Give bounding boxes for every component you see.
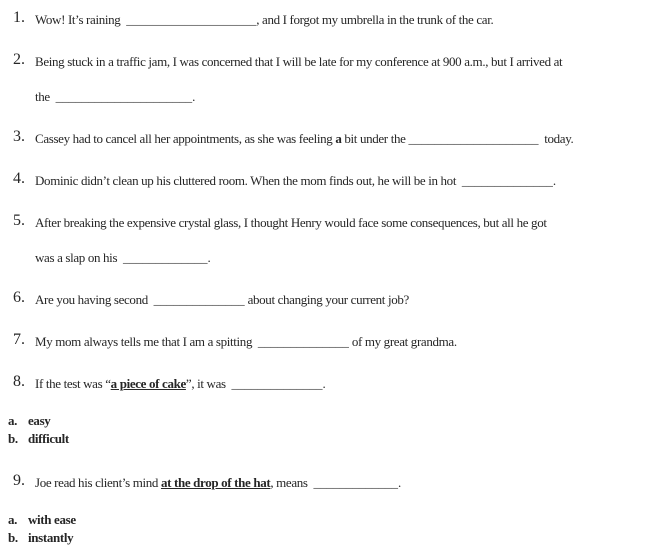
option-text: easy [28, 413, 51, 428]
answer-blank: _____________ [313, 475, 398, 490]
question-9 [0, 448, 672, 547]
text-segment: If the test was “ [35, 376, 111, 391]
question-line [0, 472, 672, 490]
text-segment: , means [270, 475, 314, 490]
question-6 [0, 265, 672, 307]
text-segment: Wow! It’s raining [35, 12, 127, 27]
question-number: 6. [13, 289, 25, 306]
text-segment: today. [538, 131, 574, 146]
options-list [0, 412, 672, 448]
text-segment: of my great grandma. [348, 334, 457, 349]
question-number: 2. [13, 51, 25, 68]
answer-blank: ______________ [257, 334, 349, 349]
text-segment: bit under the [341, 131, 409, 146]
question-number: 1. [13, 9, 25, 26]
option-text: difficult [28, 431, 69, 446]
question-number: 7. [13, 331, 25, 348]
answer-blank: _____________ [122, 250, 208, 265]
question-number: 5. [13, 212, 25, 229]
option-a [8, 511, 672, 529]
question-text [35, 376, 325, 391]
question-line [0, 9, 672, 27]
text-segment: . [207, 250, 211, 265]
answer-blank: ____________________ [408, 131, 539, 146]
option-label: b. [8, 530, 18, 545]
answer-blank: ____________________ [126, 12, 257, 27]
question-line [0, 250, 672, 265]
question-4 [0, 146, 672, 188]
text-segment: After breaking the expensive crystal glass, I thought Henry would face some consequences, but all he got [35, 215, 547, 230]
options-list [0, 511, 672, 547]
text-segment: the [35, 89, 56, 104]
option-b [8, 430, 672, 448]
text-segment: Are you having second [35, 292, 154, 307]
option-a [8, 412, 672, 430]
option-text: instantly [28, 530, 74, 545]
question-number: 3. [13, 128, 25, 145]
text-segment: a [335, 131, 342, 146]
question-text [35, 334, 457, 349]
text-segment: at the drop of the hat [160, 475, 271, 490]
text-segment: . [397, 475, 401, 490]
text-segment: was a slap on his [35, 250, 123, 265]
text-segment: My mom always tells me that I am a spitting [35, 334, 258, 349]
text-segment: ”, it was [185, 376, 232, 391]
question-text [35, 250, 210, 265]
question-number: 8. [13, 373, 25, 390]
question-line [0, 51, 672, 69]
text-segment: . [322, 376, 326, 391]
question-3 [0, 104, 672, 146]
text-segment: about changing your current job? [244, 292, 409, 307]
question-line [0, 170, 672, 188]
question-text [35, 475, 401, 490]
option-label: a. [8, 512, 18, 527]
question-line [0, 373, 672, 391]
option-label: a. [8, 413, 18, 428]
text-segment: Joe read his client’s mind [35, 475, 161, 490]
question-7 [0, 307, 672, 349]
answer-blank: ______________ [153, 292, 245, 307]
question-text [35, 292, 409, 307]
text-segment: , and I forgot my umbrella in the trunk of the car. [256, 12, 494, 27]
option-b [8, 529, 672, 547]
question-line [0, 331, 672, 349]
answer-blank: _____________________ [55, 89, 193, 104]
question-text [35, 89, 195, 104]
question-line [0, 128, 672, 146]
text-segment: Being stuck in a traffic jam, I was concerned that I will be late for my conference at 900 a.m., but I arrived at [35, 54, 563, 69]
question-line [0, 89, 672, 104]
option-label: b. [8, 431, 18, 446]
question-text [35, 215, 547, 230]
question-5 [0, 188, 672, 265]
question-line [0, 212, 672, 230]
answer-blank: ______________ [231, 376, 323, 391]
text-segment: . [552, 173, 556, 188]
question-2 [0, 27, 672, 104]
answer-blank: ______________ [461, 173, 553, 188]
question-text [35, 54, 562, 69]
option-text: with ease [28, 512, 76, 527]
question-line [0, 289, 672, 307]
text-segment: Dominic didn’t clean up his cluttered room. When the mom finds out, he will be in hot [35, 173, 462, 188]
question-text [35, 131, 573, 146]
text-segment: . [192, 89, 196, 104]
question-8 [0, 349, 672, 448]
question-number: 4. [13, 170, 25, 187]
question-number: 9. [13, 472, 25, 489]
question-1 [0, 9, 672, 27]
question-text [35, 12, 493, 27]
text-segment: Cassey had to cancel all her appointments, as she was feeling [35, 131, 336, 146]
question-text [35, 173, 556, 188]
text-segment: a piece of cake [110, 376, 186, 391]
